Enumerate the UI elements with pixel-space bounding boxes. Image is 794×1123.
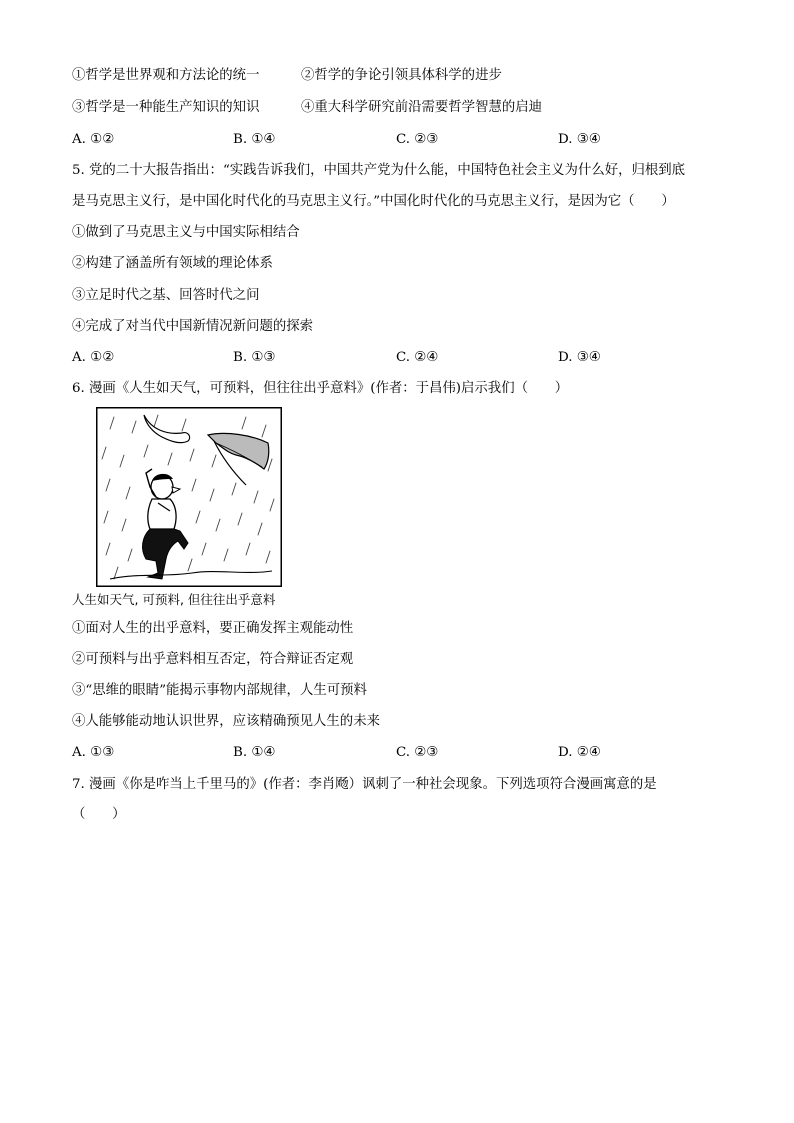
q7-stem-line-2: （ ） [72, 807, 126, 822]
q4-statement-1: ①哲学是世界观和方法论的统一 [72, 68, 260, 83]
q4-option-a: A. ①② [72, 132, 115, 147]
q6-statement-2: ②可预料与出乎意料相互否定，符合辩证否定观 [72, 652, 354, 667]
q5-stem-line-2: 是马克思主义行，是中国化时代化的马克思主义行。”中国化时代化的马克思主义行，是因为它（ ） [72, 194, 675, 209]
q6-statement-4: ④人能够能动地认识世界，应该精确预见人生的未来 [72, 714, 380, 729]
q6-stem: 6. 漫画《人生如天气，可预料，但往往出乎意料》(作者：于昌伟)启示我们（ ） [72, 381, 569, 396]
q5-option-a: A. ①② [72, 350, 115, 365]
q5-statement-1: ①做到了马克思主义与中国实际相结合 [72, 225, 300, 240]
q5-option-d: D. ③④ [558, 350, 601, 365]
q5-option-c: C. ②④ [396, 350, 439, 365]
comic-caption: 人生如天气, 可预料, 但往往出乎意料 [72, 592, 276, 607]
comic-man-in-rain [96, 407, 282, 587]
q5-stem-line-1: 5. 党的二十大报告指出：“实践告诉我们，中国共产党为什么能，中国特色社会主义为什么好，归根到底 [72, 163, 686, 178]
q5-statement-2: ②构建了涵盖所有领域的理论体系 [72, 256, 273, 271]
q6-statement-1: ①面对人生的出乎意料，要正确发挥主观能动性 [72, 621, 354, 636]
q6-option-c: C. ②③ [396, 745, 439, 760]
q4-option-d: D. ③④ [558, 132, 601, 147]
q4-statement-3: ③哲学是一种能生产知识的知识 [72, 100, 260, 115]
q4-statement-4: ④重大科学研究前沿需要哲学智慧的启迪 [301, 100, 543, 115]
q6-statement-3: ③“思维的眼睛”能揭示事物内部规律，人生可预料 [72, 683, 367, 698]
q6-option-d: D. ②④ [558, 745, 601, 760]
q6-option-b: B. ①④ [233, 745, 276, 760]
q4-statement-2: ②哲学的争论引领具体科学的进步 [301, 68, 502, 83]
q7-stem-line-1: 7. 漫画《你是咋当上千里马的》(作者：李肖飏）讽刺了一种社会现象。下列选项符合漫画寓意的是 [72, 777, 657, 792]
q4-option-b: B. ①④ [233, 132, 276, 147]
q5-statement-4: ④完成了对当代中国新情况新问题的探索 [72, 319, 314, 334]
q5-option-b: B. ①③ [233, 350, 276, 365]
q5-statement-3: ③立足时代之基、回答时代之问 [72, 288, 260, 303]
q4-option-c: C. ②③ [396, 132, 439, 147]
q6-option-a: A. ①③ [72, 745, 115, 760]
